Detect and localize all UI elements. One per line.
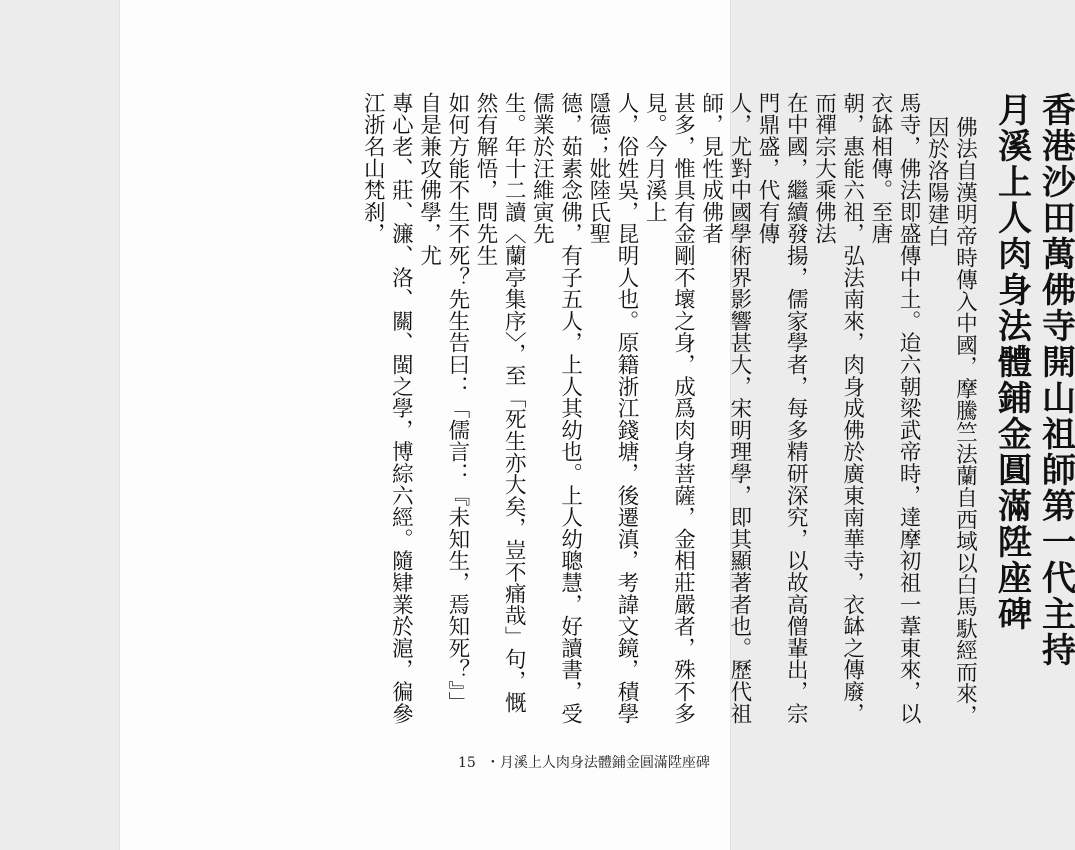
page-number: 15 <box>458 755 476 771</box>
body-column-1: 佛法自漢明帝時傳入中國，摩騰竺法蘭自西域以白馬馱經而來，因於洛陽建白 <box>924 116 978 727</box>
body-column-6: 甚多，惟具有金剛不壞之身，成爲肉身菩薩，金相莊嚴者，殊不多見。今月溪上 <box>642 92 696 725</box>
stele-text-block <box>358 92 1074 732</box>
body-column-3: 朝，惠能六祖，弘法南來，肉身成佛於廣東南華寺，衣缽之傳廢，而禪宗大乘佛法 <box>811 92 865 725</box>
page-footer <box>458 752 710 772</box>
body-column-2: 馬寺，佛法即盛傳中土。迨六朝梁武帝時，達摩初祖一葦東來，以衣缽相傳。至唐 <box>867 92 922 725</box>
body-column-11: 專心老、莊、濂、洛、關、閩之學，博綜六經。隨肄業於滬，徧參江浙名山梵刹， <box>360 92 414 725</box>
running-title: ・月溪上人肉身法體鋪金圓滿陞座碑 <box>485 755 710 771</box>
book-page <box>120 0 1075 850</box>
title-line-2: 月溪上人肉身法體鋪金圓滿陞座碑 <box>991 92 1032 632</box>
body-column-5: 人，尤對中國學術界影響甚大，宋明理學，即其顯著者也。歷代祖師，見性成佛者 <box>698 92 752 725</box>
body-column-4: 在中國，繼續發揚，儒家學者，每多精研深究，以故高僧輩出，宗門鼎盛，代有傳 <box>755 92 809 725</box>
body-column-7: 人，俗姓吳，昆明人也。原籍浙江錢塘，後遷滇，考諱文鏡，積學隱德；妣陸氏聖 <box>585 92 640 725</box>
body-column-8: 德，茹素念佛，有子五人，上人其幼也。上人幼聰慧，好讀書，受儒業於汪維寅先 <box>529 92 583 725</box>
body-column-9: 生。年十二讀〈蘭亭集序〉，至「死生亦大矣，豈不痛哉」句，慨然有解悟，問先生 <box>473 92 527 714</box>
body-column-10: 如何方能不生不死？先生告曰：「儒言：『未知生，焉知死？』」自是兼攻佛學，尤 <box>416 92 470 714</box>
title-line-1: 香港沙田萬佛寺開山祖師第一代主持 <box>1035 92 1075 668</box>
